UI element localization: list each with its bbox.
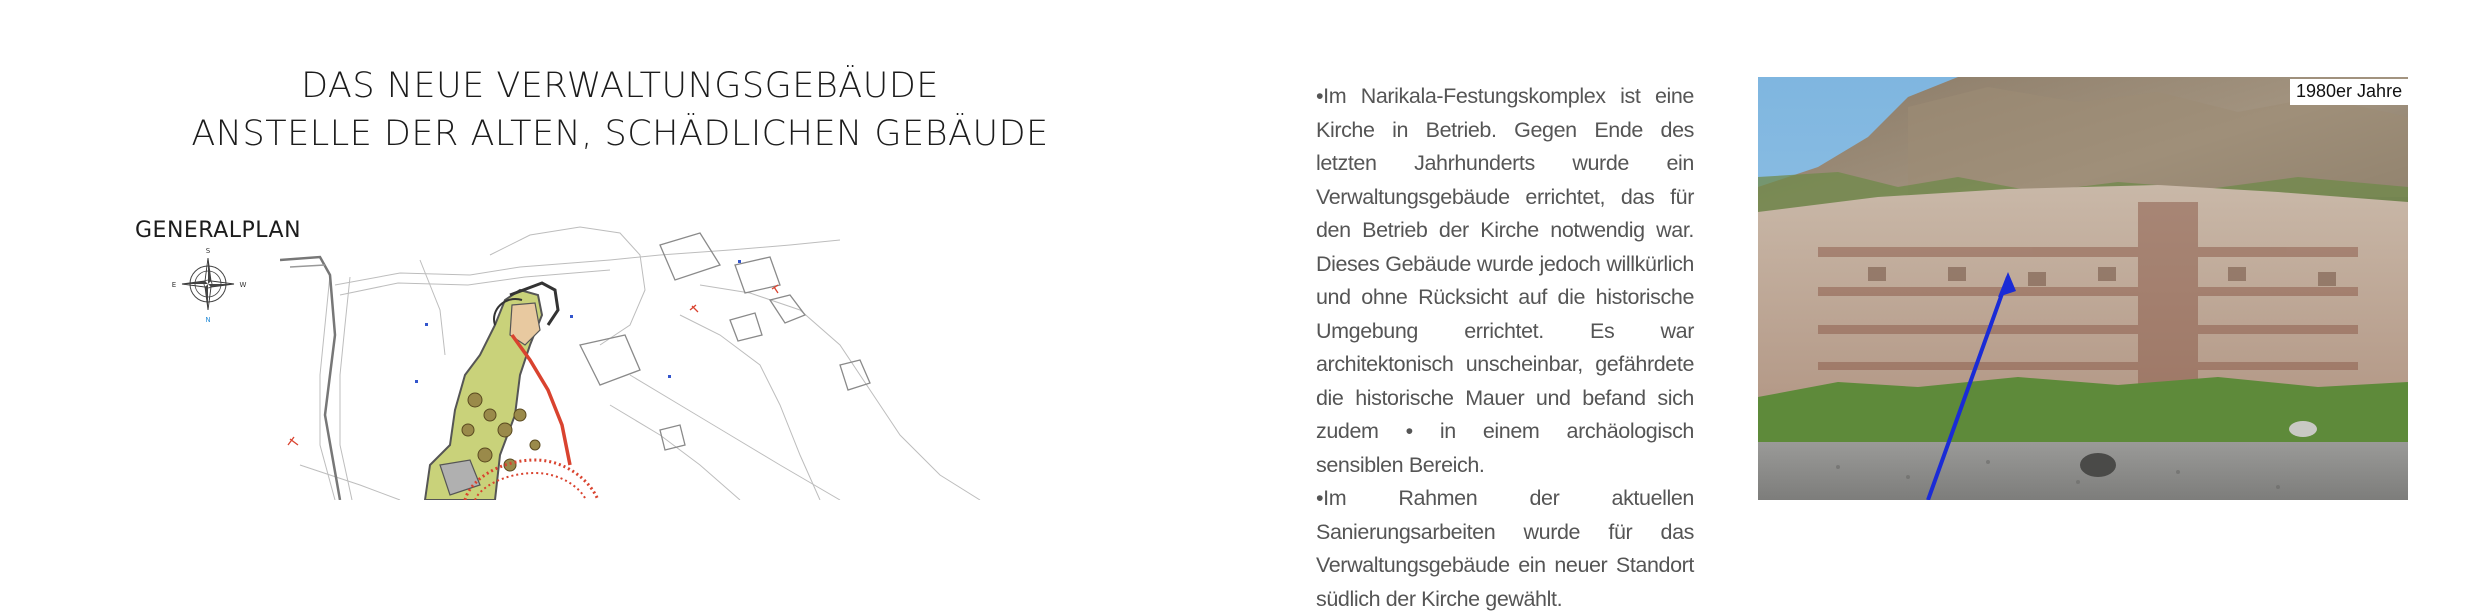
compass-bottom-letter: N bbox=[205, 316, 211, 324]
historic-photo bbox=[1758, 77, 2408, 500]
description-text bbox=[1316, 80, 1694, 616]
title-line-2: ANSTELLE DER ALTEN, SCHÄDLICHEN GEBÄUDE bbox=[191, 114, 1049, 154]
site-plan-drawing bbox=[280, 215, 1020, 500]
photo-year-label: 1980er Jahre bbox=[2290, 79, 2408, 105]
compass-rose-icon bbox=[168, 244, 248, 324]
compass-right-letter: W bbox=[239, 281, 247, 289]
page-title bbox=[150, 62, 1090, 158]
compass-left-letter: E bbox=[171, 281, 177, 289]
generalplan-label: GENERALPLAN bbox=[135, 218, 302, 243]
title-line-1: DAS NEUE VERWALTUNGSGEBÄUDE bbox=[301, 66, 939, 106]
description-paragraph-1: •Im Narikala-Festungskomplex ist eine Kirche in Betrieb. Gegen Ende des letzten Jahrhunderts wurde ein Verwaltungsgebäude errichtet, das für den Betrieb der Kirche notwendig war. Dieses Gebäude wurde jedoch willkürlich und ohne Rücksicht auf die historische Umgebung errichtet. Es war architektonisch unscheinbar, gefährdete die historische Mauer und befand sich zudem • in einem archäologisch sensiblen Bereich. bbox=[1316, 84, 1694, 477]
description-paragraph-2: •Im Rahmen der aktuellen Sanierungsarbeiten wurde für das Verwaltungsgebäude ein neuer Standort südlich der Kirche gewählt. bbox=[1316, 486, 1694, 611]
compass-top-letter: S bbox=[205, 247, 211, 255]
